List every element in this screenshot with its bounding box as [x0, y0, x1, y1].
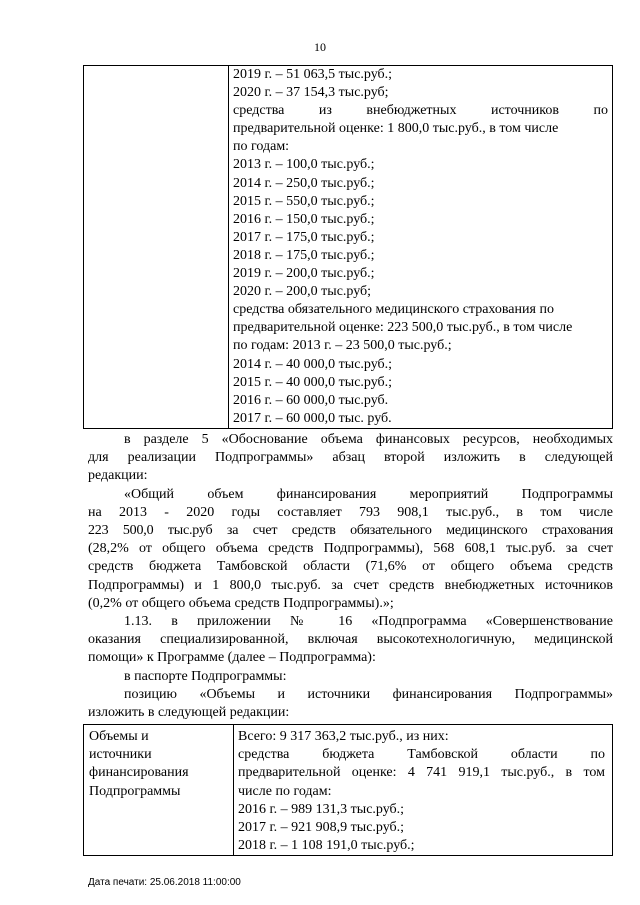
value-line: Всего: 9 317 363,2 тыс.руб., из них: — [238, 729, 449, 744]
table-cell-funding-details — [229, 66, 613, 429]
print-date: Дата печати: 25.06.2018 11:00:00 — [88, 877, 241, 888]
table-line: 2017 г. – 175,0 тыс.руб.; — [233, 229, 375, 245]
table-line: по годам: 2013 г. – 23 500,0 тыс.руб.; — [233, 338, 452, 354]
table-line: 2015 г. – 40 000,0 тыс.руб.; — [233, 374, 393, 390]
item-line: помощи» к Программе (далее – Подпрограмма): — [88, 650, 376, 666]
value-line: 2016 г. – 989 131,3 тыс.руб.; — [238, 801, 405, 817]
value-line: 2017 г. – 921 908,9 тыс.руб.; — [238, 820, 405, 836]
table-line: средства из внебюджетных источников по — [233, 103, 608, 119]
value-line: средства бюджета Тамбовской области по — [238, 747, 605, 763]
heading-line: Объемы и — [89, 729, 149, 744]
table-line: 2019 г. – 51 063,5 тыс.руб.; — [233, 67, 393, 82]
table-line: 2016 г. – 150,0 тыс.руб.; — [233, 211, 375, 227]
table-cell-empty — [84, 66, 229, 429]
position-line: изложить в следующей редакции: — [88, 705, 290, 721]
passport-line: в паспорте Подпрограммы: — [124, 668, 287, 684]
quote-line: 223 500,0 тыс.руб за счет средств обязательного медицинского страхования — [88, 523, 613, 539]
value-line: предварительной оценке: 4 741 919,1 тыс.руб., в том — [238, 765, 605, 781]
table-cell-values — [234, 725, 613, 856]
table-line: по годам: — [233, 139, 290, 155]
table-line: 2014 г. – 250,0 тыс.руб.; — [233, 175, 375, 191]
paragraph-line: в разделе 5 «Обоснование объема финансовых ресурсов, необходимых — [124, 432, 613, 447]
heading-line: Подпрограммы — [89, 783, 181, 799]
table-line: 2013 г. – 100,0 тыс.руб.; — [233, 157, 375, 173]
paragraph-line: для реализации Подпрограммы» абзац второй изложить в следующей — [88, 450, 613, 466]
table-line: 2016 г. – 60 000,0 тыс.руб. — [233, 392, 389, 408]
table-line: 2014 г. – 40 000,0 тыс.руб.; — [233, 356, 393, 372]
value-line: 2018 г. – 1 108 191,0 тыс.руб.; — [238, 838, 415, 854]
table-cell-heading — [84, 725, 234, 856]
quote-line: «Общий объем финансирования мероприятий Подпрограммы — [124, 486, 613, 502]
quote-line: (0,2% от общего объема средств Подпрограммы).»; — [88, 595, 394, 611]
table-line: средства обязательного медицинского страхования по — [233, 302, 554, 318]
table-line: 2019 г. – 200,0 тыс.руб.; — [233, 266, 375, 282]
table-line: 2020 г. – 37 154,3 тыс.руб; — [233, 85, 389, 101]
quote-line: средств бюджета Тамбовской области (71,6% от общего объема средств — [88, 559, 613, 575]
heading-line: источники — [89, 747, 152, 763]
table-line: 2020 г. – 200,0 тыс.руб; — [233, 284, 372, 300]
table-line: 2017 г. – 60 000,0 тыс. руб. — [233, 410, 392, 426]
page-number: 10 — [314, 40, 326, 54]
table-line: 2018 г. – 175,0 тыс.руб.; — [233, 247, 375, 263]
funding-sources-table — [83, 724, 613, 856]
quote-line: на 2013 - 2020 годы составляет 793 908,1 тыс.руб., в том числе — [88, 504, 613, 520]
quote-line: Подпрограммы) и 1 800,0 тыс.руб. за счет средств внебюджетных источников — [88, 577, 613, 593]
item-line: 1.13. в приложении № 16 «Подпрограмма «Совершенствование — [124, 614, 613, 630]
table-line: 2015 г. – 550,0 тыс.руб.; — [233, 193, 375, 209]
heading-line: финансирования — [89, 765, 189, 781]
item-line: оказания специализированной, включая высокотехнологичную, медицинской — [88, 632, 613, 648]
position-line: позицию «Объемы и источники финансирования Подпрограммы» — [124, 686, 613, 702]
paragraph-line: редакции: — [88, 468, 148, 484]
body-text — [88, 431, 613, 722]
funding-table-continued — [83, 65, 613, 429]
table-line: предварительной оценке: 223 500,0 тыс.руб., в том числе — [233, 320, 573, 336]
quote-line: (28,2% от общего объема средств Подпрограммы), 568 608,1 тыс.руб. за счет — [88, 541, 613, 557]
value-line: числе по годам: — [238, 783, 332, 799]
table-line: предварительной оценке: 1 800,0 тыс.руб., в том числе — [233, 121, 559, 137]
